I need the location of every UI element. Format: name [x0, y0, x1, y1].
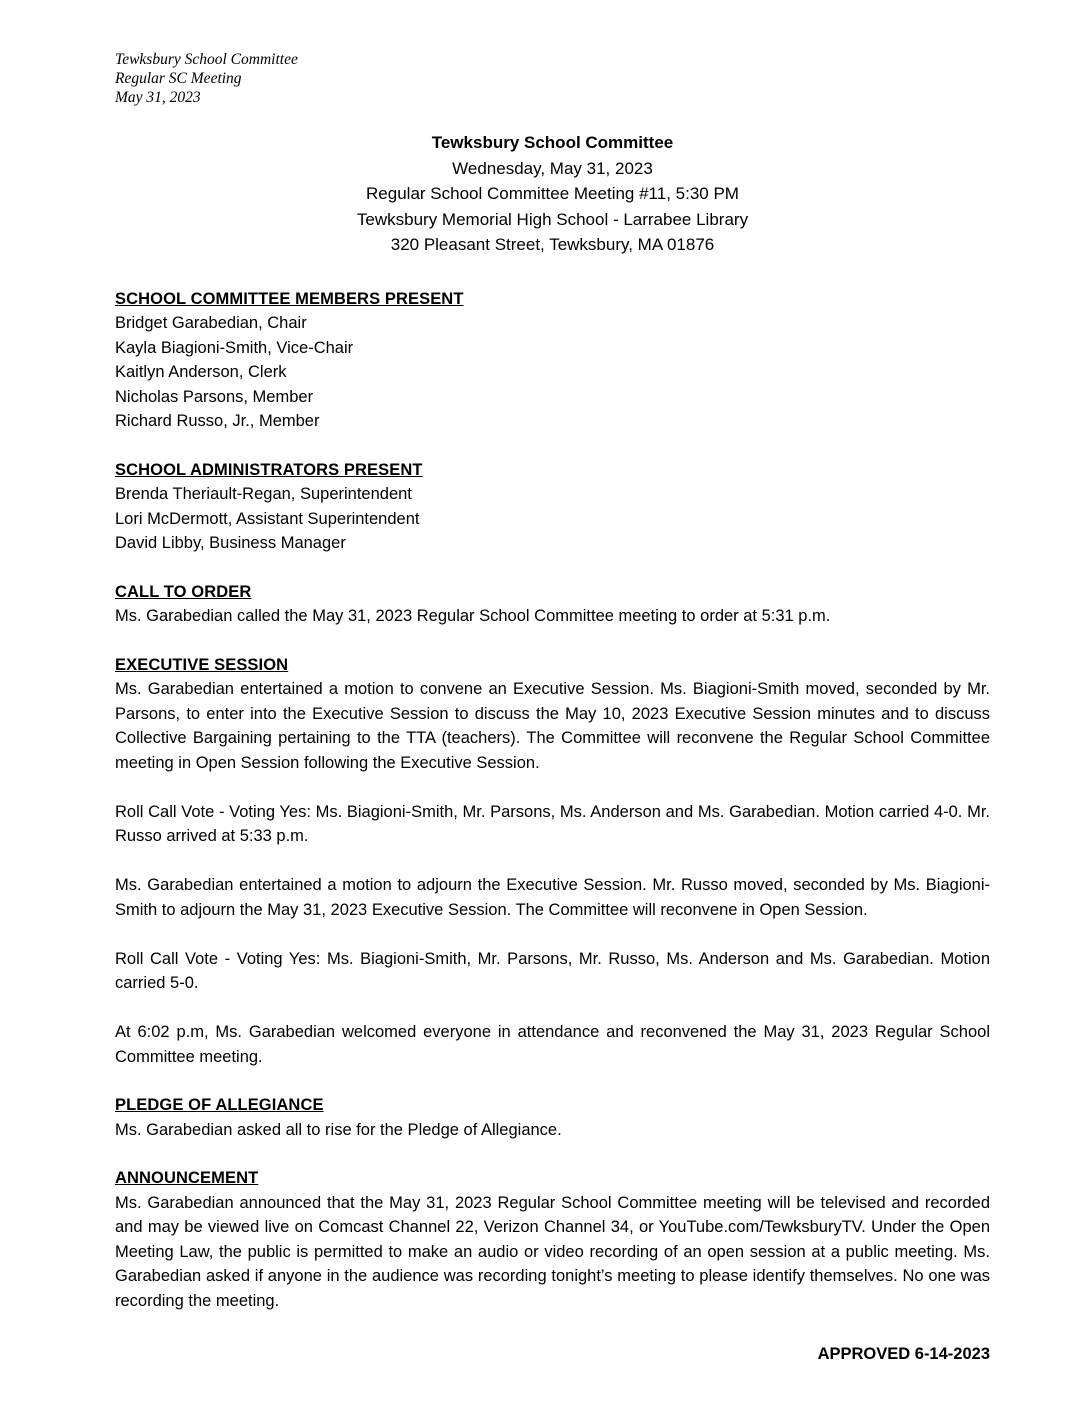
member-list-item: Nicholas Parsons, Member [115, 387, 314, 406]
section-pledge-of-allegiance [115, 1093, 990, 1142]
section-heading-members: SCHOOL COMMITTEE MEMBERS PRESENT [115, 289, 464, 308]
member-list-item: Kayla Biagioni-Smith, Vice-Chair [115, 338, 354, 357]
title-address-line: 320 Pleasant Street, Tewksbury, MA 01876 [390, 235, 715, 254]
executive-session-paragraph-roll-call-1: Roll Call Vote - Voting Yes: Ms. Biagioni-Smith, Mr. Parsons, Ms. Anderson and Ms. Garabedian. Motion carried 4-0. Mr. Russo arrived at 5:33 p.m. [115, 802, 990, 845]
running-header-line-meeting-type: Regular SC Meeting [115, 70, 242, 87]
executive-session-paragraph-roll-call-2: Roll Call Vote - Voting Yes: Ms. Biagioni-Smith, Mr. Parsons, Mr. Russo, Ms. Anderson and Ms. Garabedian. Motion carried 5-0. [115, 949, 990, 992]
pledge-paragraph: Ms. Garabedian asked all to rise for the Pledge of Allegiance. [115, 1120, 562, 1139]
document-title: Tewksbury School Committee [431, 133, 674, 152]
call-to-order-paragraph: Ms. Garabedian called the May 31, 2023 Regular School Committee meeting to order at 5:31 p.m. [115, 607, 831, 625]
running-header [115, 50, 990, 107]
administrator-list-item: Lori McDermott, Assistant Superintendent [115, 509, 420, 528]
executive-session-paragraph-reconvene: At 6:02 p.m, Ms. Garabedian welcomed everyone in attendance and reconvened the May 31, 2023 Regular School Committee meeting. [115, 1023, 990, 1066]
member-list-item: Kaitlyn Anderson, Clerk [115, 363, 287, 381]
section-announcement [115, 1166, 990, 1313]
running-header-line-committee: Tewksbury School Committee [115, 51, 298, 68]
member-list-item: Richard Russo, Jr., Member [115, 412, 320, 430]
executive-session-paragraph-motion-convene: Ms. Garabedian entertained a motion to convene an Executive Session. Ms. Biagioni-Smith moved, seconded by Mr. Parsons, to enter into the Executive Session to discuss the May 10, 2023 Executive Session minutes and to discuss Collective Bargaining pertaining to the TTA (teachers). The Committee will reconvene the Regular School Committee meeting in Open Session following the Executive Session. [115, 680, 990, 772]
title-block [115, 130, 990, 258]
section-heading-announcement: ANNOUNCEMENT [115, 1169, 259, 1187]
approval-stamp: APPROVED 6-14-2023 [817, 1345, 990, 1363]
administrator-list-item: David Libby, Business Manager [115, 534, 346, 552]
title-meeting-line: Regular School Committee Meeting #11, 5:30 PM [366, 184, 739, 203]
section-heading-administrators: SCHOOL ADMINISTRATORS PRESENT [115, 460, 423, 479]
title-location-line: Tewksbury Memorial High School - Larrabee Library [356, 209, 749, 229]
section-heading-pledge: PLEDGE OF ALLEGIANCE [115, 1096, 324, 1114]
section-heading-call-to-order: CALL TO ORDER [115, 582, 252, 601]
section-members-present [115, 287, 990, 434]
section-call-to-order [115, 580, 990, 629]
section-executive-session [115, 653, 990, 1070]
executive-session-paragraph-motion-adjourn: Ms. Garabedian entertained a motion to adjourn the Executive Session. Mr. Russo moved, seconded by Ms. Biagioni-Smith to adjourn the May 31, 2023 Executive Session. The Committee will reconvene in Open Session. [115, 876, 990, 919]
announcement-paragraph: Ms. Garabedian announced that the May 31, 2023 Regular School Committee meeting will be televised and recorded and may be viewed live on Comcast Channel 22, Verizon Channel 34, or YouTube.com/TewksburyTV. Under the Open Meeting Law, the public is permitted to make an audio or video recording of an open session at a public meeting. Ms. Garabedian asked if anyone in the audience was recording tonight’s meeting to please identify themselves. No one was recording the meeting. [115, 1193, 990, 1310]
title-date-line: Wednesday, May 31, 2023 [452, 158, 653, 178]
section-administrators-present [115, 458, 990, 556]
administrator-list-item: Brenda Theriault-Regan, Superintendent [115, 485, 412, 503]
member-list-item: Bridget Garabedian, Chair [115, 314, 307, 332]
running-header-line-date: May 31, 2023 [115, 89, 201, 106]
section-heading-executive-session: EXECUTIVE SESSION [115, 655, 289, 674]
